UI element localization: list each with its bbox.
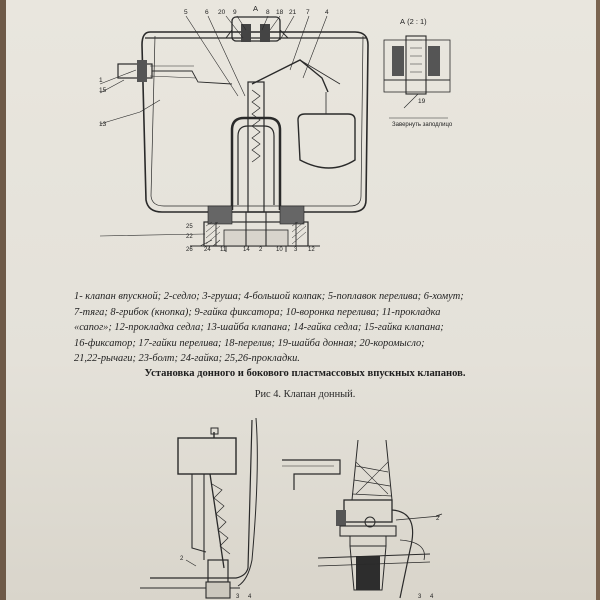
detail-a-figure (384, 36, 450, 108)
part-label-3: 3 (294, 247, 298, 253)
part-label-25: 25 (186, 224, 193, 230)
detail-title: А (2 : 1) (400, 17, 427, 26)
bottom-valve-figure-left (140, 418, 257, 598)
part-label-4: 4 (325, 9, 329, 16)
part-label-15: 15 (99, 87, 107, 94)
part-label-19: 19 (418, 98, 426, 105)
part-label-21: 21 (289, 9, 297, 16)
tank-inner (151, 36, 363, 206)
bottom-valve-figure-right (282, 440, 442, 598)
part-label-20: 20 (218, 9, 226, 16)
lever (252, 60, 328, 92)
section-title: Установка донного и бокового пластмассовых впускных клапанов. (144, 368, 466, 379)
part-label-7: 7 (306, 9, 310, 16)
part-label-18: 18 (276, 9, 284, 16)
legend-line: 1- клапан впускной; 2-седло; 3-груша; 4-большой колпак; 5-поплавок перелива; 6-хомут; (74, 291, 464, 302)
legend-line: 16-фиксатор; 17-гайки перелива; 18-перелив; 19-шайба донная; 20-коромысло; (74, 337, 425, 349)
part-label-11: 11 (220, 247, 227, 253)
bottom-right-label-3: 3 (418, 594, 422, 600)
part-label-6: 6 (205, 9, 209, 16)
float (298, 114, 355, 168)
part-label-26: 26 (186, 247, 193, 253)
part-label-5: 5 (184, 9, 188, 16)
figure-caption: Рис 4. Клапан донный. (254, 389, 356, 400)
legend-line: «сапог»; 12-прокладка седла; 13-шайба клапана; 14-гайка седла; 15-гайка клапана; (74, 322, 444, 333)
section-label: А (253, 4, 259, 13)
part-label-13: 13 (99, 121, 107, 128)
cistern-section-figure (100, 16, 368, 252)
part-label-8: 8 (266, 9, 270, 16)
detail-note: Завернуть заподлицо (392, 122, 453, 128)
bottom-left-label-4: 4 (248, 594, 252, 600)
parts-legend (74, 289, 514, 367)
part-label-24: 24 (204, 247, 211, 253)
part-label-14: 14 (243, 247, 250, 253)
part-label-22: 22 (186, 234, 193, 240)
tank-outline (142, 32, 368, 212)
legend-line: 7-тяга; 8-грибок (кнопка); 9-гайка фиксатора; 10-воронка перелива; 11-прокладка (74, 306, 441, 318)
bottom-left-label-3: 3 (236, 594, 240, 600)
part-label-2: 2 (259, 247, 263, 253)
legend-line: 21,22-рычаги; 23-болт; 24-гайка; 25,26-прокладки. (74, 353, 300, 364)
bottom-right-label-2: 2 (436, 516, 440, 522)
bottom-left-label-2: 2 (180, 556, 184, 562)
part-label-9: 9 (233, 9, 237, 16)
part-label-12: 12 (308, 247, 315, 253)
part-label-10: 10 (276, 247, 283, 253)
bottom-right-label-4: 4 (430, 594, 434, 600)
part-label-1: 1 (99, 77, 103, 84)
